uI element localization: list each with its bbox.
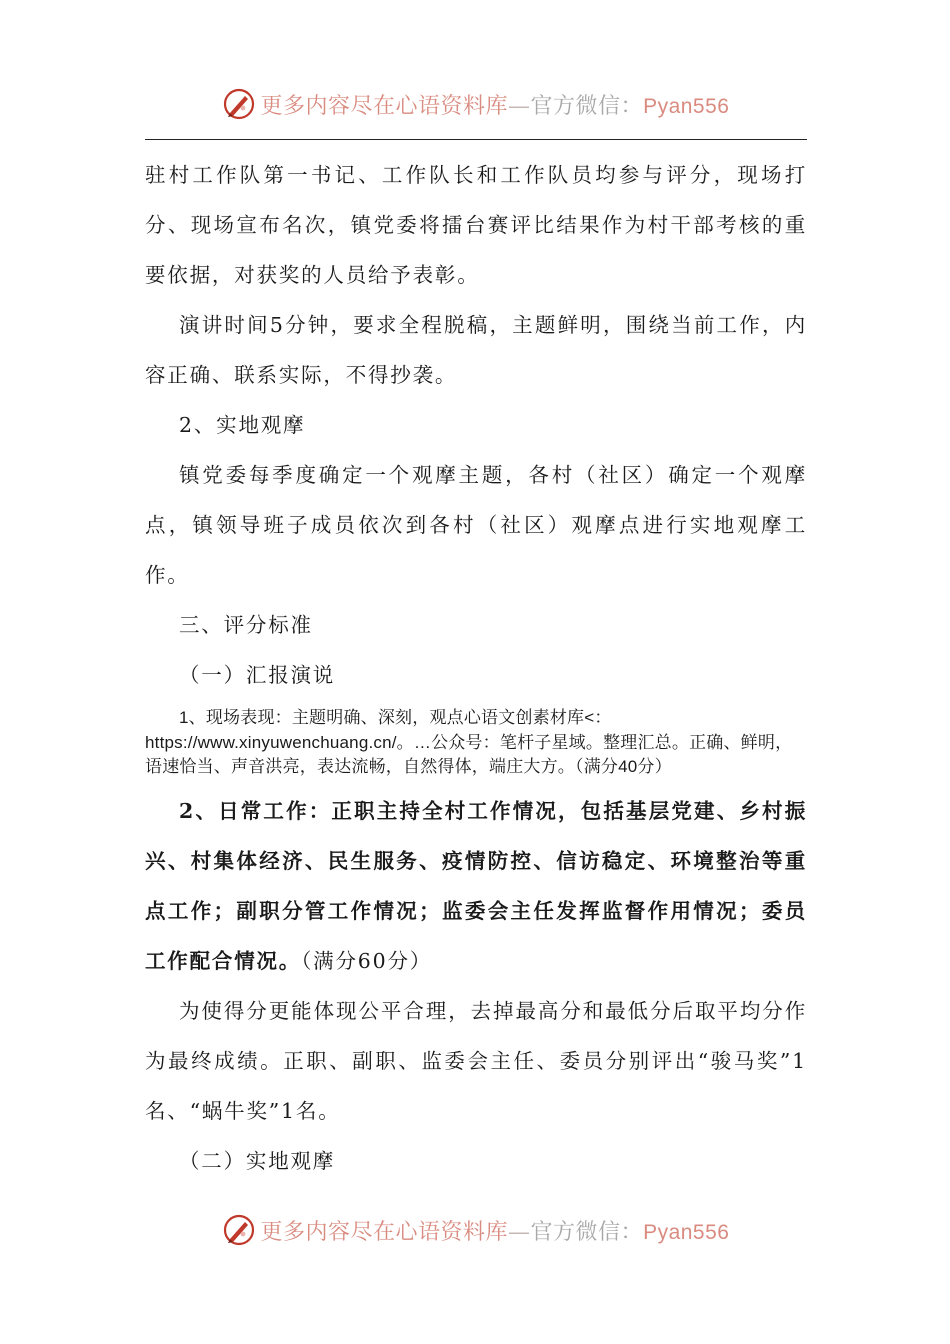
section-heading-scoring: 三、评分标准 (179, 613, 313, 637)
banner-text (261, 89, 730, 120)
pen-logo-icon (221, 86, 257, 122)
banner-wechat-label: 官方微信： (530, 1219, 644, 1245)
banner-wechat-handle: Pyan556 (643, 94, 730, 118)
paragraph-daily-work (145, 786, 807, 986)
daily-work-bold: 2、日常工作：正职主持全村工作情况，包括基层党建、乡村振兴、村集体经济、民生服务、疫情防控、信访稳定、环境整治等重点工作；副职分管工作情况；监委会主任发挥监督作用情况；委员工作配合情况。 (145, 798, 807, 973)
paragraph-1: 驻村工作队第一书记、工作队长和工作队员均参与评分，现场打分、现场宣布名次，镇党委将擂台赛评比结果作为村干部考核的重要依据，对获奖的人员给予表彰。 (145, 163, 807, 287)
banner-dash: — (508, 93, 531, 119)
subheading-field-observation: （二）实地观摩 (179, 1148, 336, 1173)
header-rule (145, 139, 807, 140)
paragraph-4: 镇党委每季度确定一个观摩主题，各村（社区）确定一个观摩点，镇领导班子成员依次到各村（社区）观摩点进行实地观摩工作。 (145, 463, 807, 587)
banner-main-text: 更多内容尽在心语资料库 (260, 1219, 509, 1245)
paragraph-performance: 1、现场表现：主题明确、深刻，观点心语文创素材库<：https://www.xinyuwenchuang.cn/。…公众号：笔杆子星域。整理汇总。正确、鲜明，语速恰当、声音洪亮，表达流畅，自然得体，端庄大方。（满分40分） (145, 708, 793, 776)
daily-work-score: （满分60分） (301, 948, 433, 973)
subheading-speech: （一）汇报演说 (179, 663, 336, 687)
document-body (145, 150, 807, 1186)
banner-dash: — (508, 1219, 531, 1245)
banner-text (261, 1215, 730, 1246)
paragraph-2: 演讲时间5分钟，要求全程脱稿，主题鲜明，围绕当前工作，内容正确、联系实际，不得抄袭。 (145, 313, 807, 387)
paragraph-final-score: 为使得分更能体现公平合理，去掉最高分和最低分后取平均分作为最终成绩。正职、副职、监委会主任、委员分别评出“骏马奖”1名、“蜗牛奖”1名。 (145, 998, 807, 1123)
banner-wechat-handle: Pyan556 (643, 1220, 730, 1244)
banner-main-text: 更多内容尽在心语资料库 (260, 93, 509, 119)
pen-logo-icon (221, 1212, 257, 1248)
banner-wechat-label: 官方微信： (530, 93, 644, 119)
section-heading-observation: 2、实地观摩 (179, 413, 306, 437)
header-banner (0, 84, 950, 124)
footer-banner (0, 1210, 950, 1250)
